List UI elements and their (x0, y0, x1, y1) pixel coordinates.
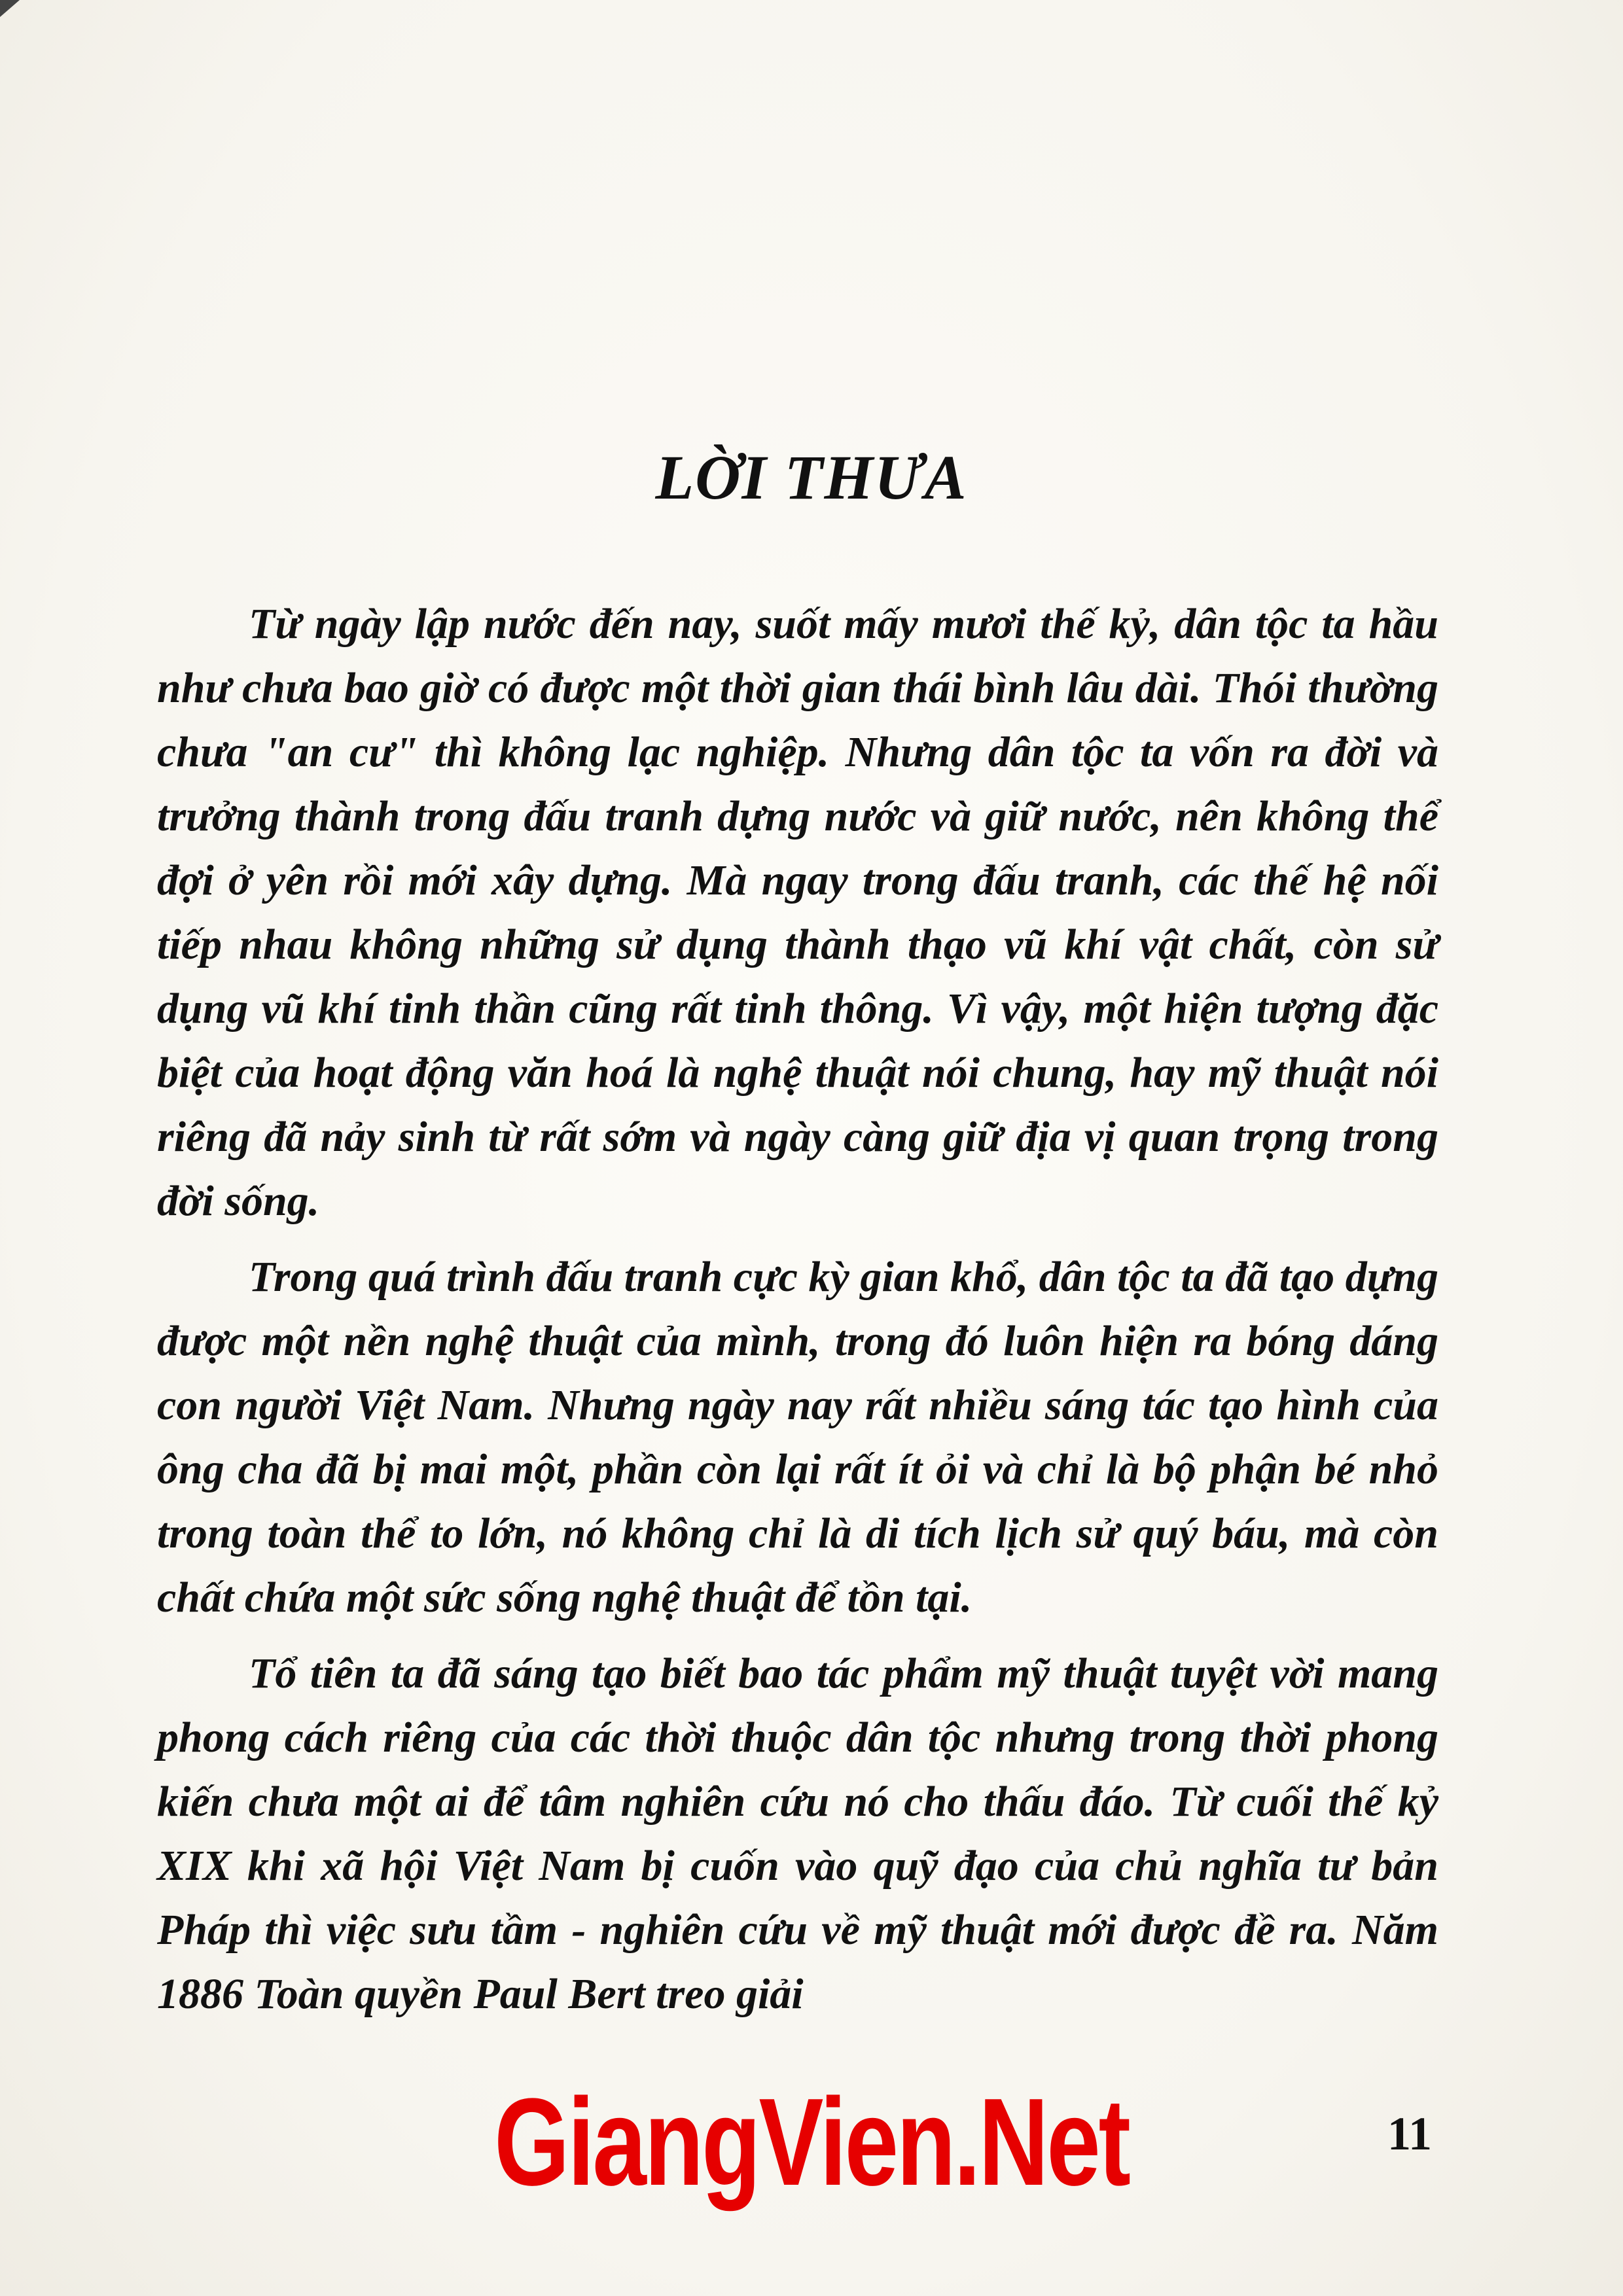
page-number: 11 (1387, 2108, 1433, 2160)
paragraph-2: Trong quá trình đấu tranh cực kỳ gian khổ, dân tộc ta đã tạo dựng được một nền nghệ thuật của mình, trong đó luôn hiện ra bóng dáng con người Việt Nam. Nhưng ngày nay rất nhiều sáng tác tạo hình của ông cha đã bị mai một, phần còn lại rất ít ỏi và chỉ là bộ phận bé nhỏ trong toàn thể to lớn, nó không chỉ là di tích lịch sử quý báu, mà còn chất chứa một sức sống nghệ thuật để tồn tại. (157, 1253, 1438, 1621)
paragraph-1: Từ ngày lập nước đến nay, suốt mấy mươi thế kỷ, dân tộc ta hầu như chưa bao giờ có được một thời gian thái bình lâu dài. Thói thường chưa "an cư" thì không lạc nghiệp. Nhưng dân tộc ta vốn ra đời và trưởng thành trong đấu tranh dựng nước và giữ nước, nên không thể đợi ở yên rồi mới xây dựng. Mà ngay trong đấu tranh, các thế hệ nối tiếp nhau không những sử dụng thành thạo vũ khí vật chất, còn sử dụng vũ khí tinh thần cũng rất tinh thông. Vì vậy, một hiện tượng đặc biệt của hoạt động văn hoá là nghệ thuật nói chung, hay mỹ thuật nói riêng đã nảy sinh từ rất sớm và ngày càng giữ địa vị quan trọng trong đời sống. (157, 600, 1438, 1225)
watermark-logo: GiangVien.Net (494, 2073, 1129, 2212)
scan-corner-mark (0, 0, 20, 17)
page-heading: LỜI THƯA (655, 442, 968, 513)
body-text (157, 592, 1438, 2038)
paragraph-3: Tổ tiên ta đã sáng tạo biết bao tác phẩm mỹ thuật tuyệt vời mang phong cách riêng của các thời thuộc dân tộc nhưng trong thời phong kiến chưa một ai để tâm nghiên cứu nó cho thấu đáo. Từ cuối thế kỷ XIX khi xã hội Việt Nam bị cuốn vào quỹ đạo của chủ nghĩa tư bản Pháp thì việc sưu tầm - nghiên cứu về mỹ thuật mới được đề ra. Năm 1886 Toàn quyền Paul Bert treo giải (157, 1650, 1438, 2018)
